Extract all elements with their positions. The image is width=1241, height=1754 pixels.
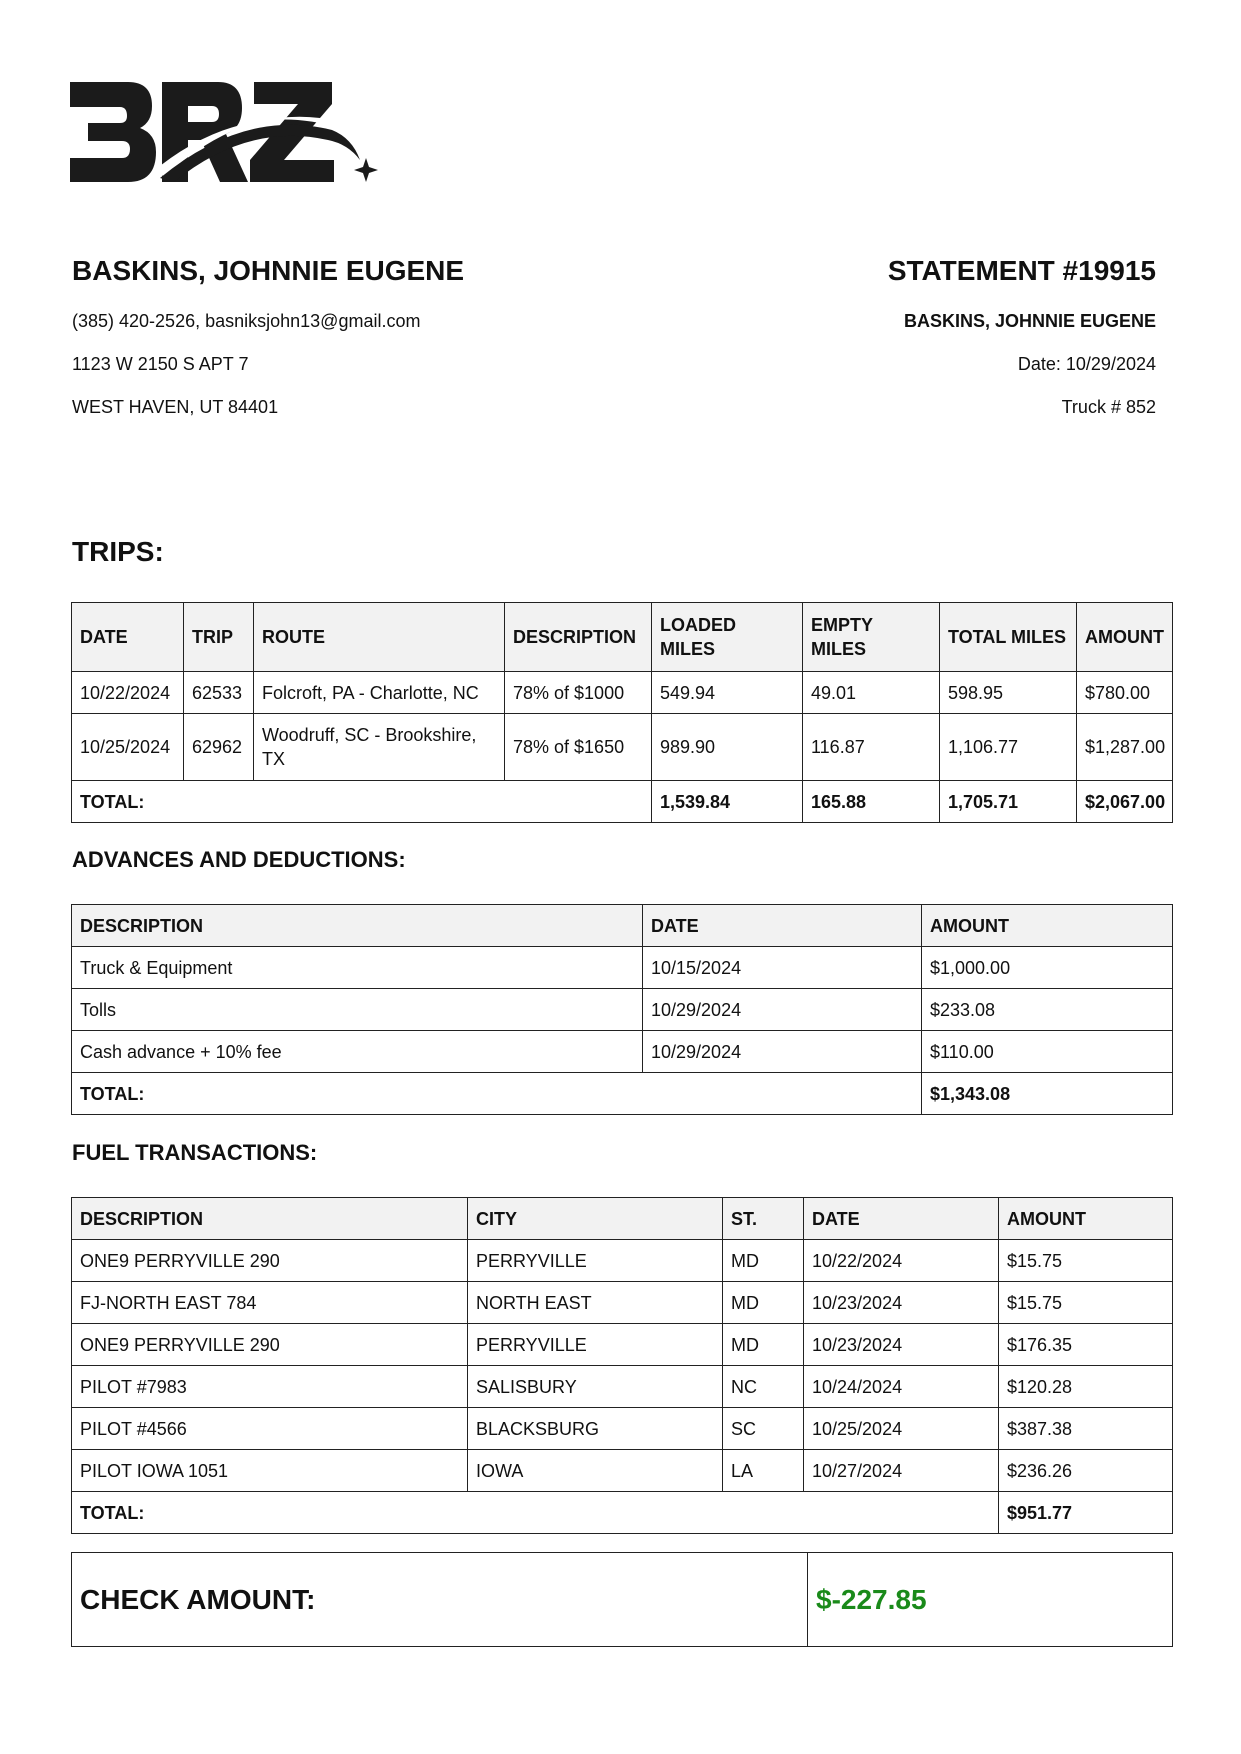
column-header: AMOUNT (999, 1198, 1173, 1240)
table-cell: 10/22/2024 (72, 672, 184, 714)
statement-info (596, 254, 1156, 439)
statement-name: BASKINS, JOHNNIE EUGENE (903, 311, 1156, 331)
column-header: DATE (804, 1198, 999, 1240)
driver-info (72, 254, 672, 439)
table-row (72, 947, 1173, 989)
table-cell: ONE9 PERRYVILLE 290 (72, 1240, 468, 1282)
check-amount-label: CHECK AMOUNT: (72, 1553, 808, 1647)
advances-table (71, 904, 1173, 1115)
column-header: DESCRIPTION (72, 905, 643, 947)
driver-address-line2: WEST HAVEN, UT 84401 (72, 397, 279, 417)
table-row (72, 714, 1173, 781)
column-header: EMPTY MILES (803, 603, 940, 672)
table-row (72, 1031, 1173, 1073)
table-cell: 989.90 (652, 714, 803, 781)
trips-table (71, 602, 1173, 823)
brz-logo-icon (70, 78, 380, 198)
table-cell: 10/25/2024 (804, 1408, 999, 1450)
table-cell: NC (723, 1366, 804, 1408)
table-cell: Truck & Equipment (72, 947, 643, 989)
table-cell: 549.94 (652, 672, 803, 714)
table-cell: MD (723, 1282, 804, 1324)
column-header: DATE (643, 905, 922, 947)
check-amount-value: $-227.85 (808, 1553, 1173, 1647)
check-amount-row (72, 1553, 1173, 1647)
table-cell: 10/29/2024 (643, 1031, 922, 1073)
table-cell: $176.35 (999, 1324, 1173, 1366)
table-cell: 10/23/2024 (804, 1324, 999, 1366)
driver-address-line1: 1123 W 2150 S APT 7 (72, 354, 249, 374)
table-cell: $1,000.00 (922, 947, 1173, 989)
fuel-table (71, 1197, 1173, 1534)
fuel-total-row (72, 1492, 1173, 1534)
column-header: TOTAL MILES (940, 603, 1077, 672)
fuel-title: FUEL TRANSACTIONS: (72, 1140, 318, 1165)
table-cell: Woodruff, SC - Brookshire, TX (254, 714, 505, 781)
column-header: DESCRIPTION (505, 603, 652, 672)
table-cell: $120.28 (999, 1366, 1173, 1408)
column-header: LOADED MILES (652, 603, 803, 672)
statement-truck: Truck # 852 (1061, 397, 1156, 417)
trips-header-row (72, 603, 1173, 672)
table-cell: 10/27/2024 (804, 1450, 999, 1492)
table-row (72, 989, 1173, 1031)
table-cell: MD (723, 1324, 804, 1366)
total-amount: $951.77 (999, 1492, 1173, 1534)
driver-contact: (385) 420-2526, basniksjohn13@gmail.com (72, 311, 421, 331)
table-cell: FJ-NORTH EAST 784 (72, 1282, 468, 1324)
column-header: TRIP (184, 603, 254, 672)
table-cell: PILOT #4566 (72, 1408, 468, 1450)
total-label: TOTAL: (72, 781, 652, 823)
column-header: ROUTE (254, 603, 505, 672)
table-cell: Folcroft, PA - Charlotte, NC (254, 672, 505, 714)
table-cell: Cash advance + 10% fee (72, 1031, 643, 1073)
table-cell: 10/29/2024 (643, 989, 922, 1031)
table-cell: BLACKSBURG (468, 1408, 723, 1450)
statement-title: STATEMENT #19915 (887, 255, 1156, 286)
table-cell: LA (723, 1450, 804, 1492)
table-cell: 10/22/2024 (804, 1240, 999, 1282)
table-cell: 10/23/2024 (804, 1282, 999, 1324)
fuel-header-row (72, 1198, 1173, 1240)
total-loaded-miles: 1,539.84 (652, 781, 803, 823)
table-cell: $233.08 (922, 989, 1173, 1031)
table-cell: 62533 (184, 672, 254, 714)
table-cell: 598.95 (940, 672, 1077, 714)
table-cell: $15.75 (999, 1282, 1173, 1324)
table-cell: $387.38 (999, 1408, 1173, 1450)
table-cell: IOWA (468, 1450, 723, 1492)
table-cell: 10/25/2024 (72, 714, 184, 781)
total-amount: $2,067.00 (1077, 781, 1173, 823)
table-cell: ONE9 PERRYVILLE 290 (72, 1324, 468, 1366)
trips-total-row (72, 781, 1173, 823)
column-header: ST. (723, 1198, 804, 1240)
table-cell: 10/24/2024 (804, 1366, 999, 1408)
advances-header-row (72, 905, 1173, 947)
total-amount: $1,343.08 (922, 1073, 1173, 1115)
total-label: TOTAL: (72, 1073, 922, 1115)
trips-title: TRIPS: (72, 536, 164, 567)
table-cell: 62962 (184, 714, 254, 781)
table-cell: PILOT IOWA 1051 (72, 1450, 468, 1492)
table-cell: $110.00 (922, 1031, 1173, 1073)
table-cell: PERRYVILLE (468, 1324, 723, 1366)
table-row (72, 1282, 1173, 1324)
advances-title: ADVANCES AND DEDUCTIONS: (72, 847, 406, 872)
column-header: AMOUNT (1077, 603, 1173, 672)
total-empty-miles: 165.88 (803, 781, 940, 823)
table-cell: MD (723, 1240, 804, 1282)
column-header: AMOUNT (922, 905, 1173, 947)
driver-name: BASKINS, JOHNNIE EUGENE (72, 255, 465, 286)
table-cell: Tolls (72, 989, 643, 1031)
table-cell: 78% of $1650 (505, 714, 652, 781)
total-miles: 1,705.71 (940, 781, 1077, 823)
table-cell: PERRYVILLE (468, 1240, 723, 1282)
table-row (72, 1450, 1173, 1492)
table-cell: $1,287.00 (1077, 714, 1173, 781)
table-cell: 49.01 (803, 672, 940, 714)
table-cell: SALISBURY (468, 1366, 723, 1408)
table-cell: 116.87 (803, 714, 940, 781)
table-cell: $236.26 (999, 1450, 1173, 1492)
table-row (72, 672, 1173, 714)
table-cell: 1,106.77 (940, 714, 1077, 781)
table-row (72, 1366, 1173, 1408)
table-cell: NORTH EAST (468, 1282, 723, 1324)
table-cell: SC (723, 1408, 804, 1450)
advances-total-row (72, 1073, 1173, 1115)
table-cell: $780.00 (1077, 672, 1173, 714)
table-cell: $15.75 (999, 1240, 1173, 1282)
table-row (72, 1408, 1173, 1450)
total-label: TOTAL: (72, 1492, 999, 1534)
column-header: CITY (468, 1198, 723, 1240)
column-header: DESCRIPTION (72, 1198, 468, 1240)
table-row (72, 1324, 1173, 1366)
table-cell: 10/15/2024 (643, 947, 922, 989)
check-amount-box (71, 1552, 1173, 1647)
column-header: DATE (72, 603, 184, 672)
table-cell: PILOT #7983 (72, 1366, 468, 1408)
table-cell: 78% of $1000 (505, 672, 652, 714)
table-row (72, 1240, 1173, 1282)
statement-date: Date: 10/29/2024 (1017, 354, 1156, 374)
